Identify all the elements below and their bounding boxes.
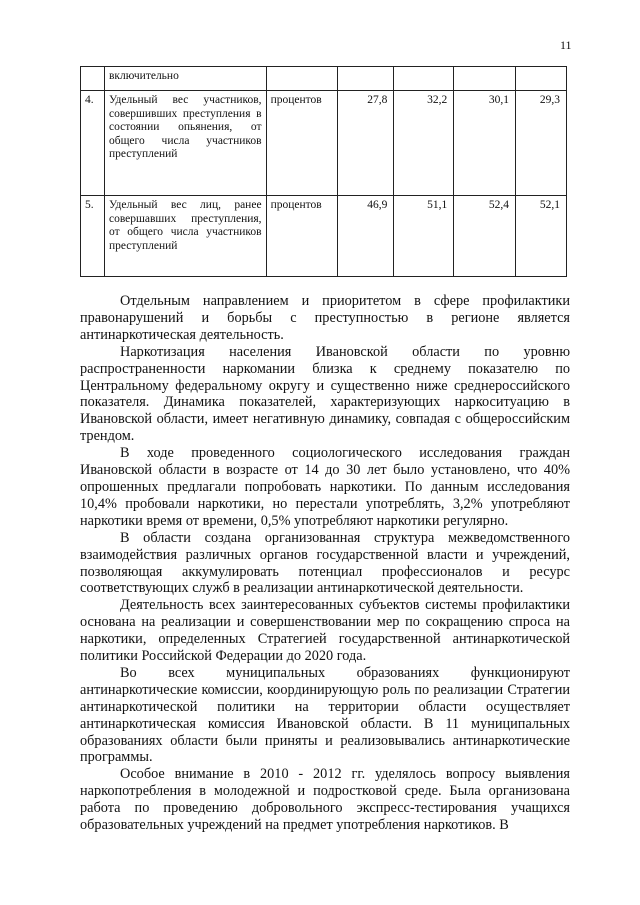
paragraph: В ходе проведенного социологического исследования граждан Ивановской области в возрасте от 14 до 30 лет было установлено, что 40% опрошенных предлагали попробовать наркотики. По данным исследования 10,4% пробовали наркотики, но перестали употреблять, 3,2% употребляют наркотики время от времени, 0,5% употребляют наркотики регулярно. [80,445,570,529]
table-row [81,196,567,277]
value-cell [516,67,567,91]
value-cell [394,67,454,91]
value-cell: 32,2 [394,91,454,196]
table-row [81,67,567,91]
indicator-description-cell: Удельный вес участников, совершивших преступления в состоянии опьянения, от общего числа участников преступлений [104,91,266,196]
value-cell: 27,8 [337,91,394,196]
indicator-description-cell: Удельный вес лиц, ранее совершавших преступления, от общего числа участников преступлений [104,196,266,277]
value-cell: 30,1 [454,91,516,196]
paragraph: Во всех муниципальных образованиях функционируют антинаркотические комиссии, координирующую роль по реализации Стратегии антинаркотической политики на территории области осуществляет антинаркотическая комиссия Ивановской области. В 11 муниципальных образованиях области были приняты и реализовывались антинаркотические программы. [80,664,570,766]
value-cell: 52,4 [454,196,516,277]
table-row [81,91,567,196]
paragraph: Деятельность всех заинтересованных субъектов системы профилактики основана на реализации и совершенствовании мер по сокращению спроса на наркотики, определенных Стратегией государственной антинаркотической политики Российской Федерации до 2020 года. [80,597,570,665]
unit-cell [266,67,337,91]
paragraph: В области создана организованная структура межведомственного взаимодействия различных органов государственной власти и учреждений, позволяющая аккумулировать потенциал профессионалов и ресурс соответствующих служб в реализации антинаркотической деятельности. [80,529,570,597]
value-cell: 29,3 [516,91,567,196]
page-number: 11 [560,38,572,52]
row-number-cell: 4. [81,91,105,196]
unit-cell: процентов [266,91,337,196]
indicator-description-cell: включительно [104,67,266,91]
paragraph: Отдельным направлением и приоритетом в сфере профилактики правонарушений и борьбы с преступностью в регионе является антинаркотическая деятельность. [80,293,570,343]
value-cell: 52,1 [516,196,567,277]
value-cell: 46,9 [337,196,394,277]
row-number-cell [81,67,105,91]
value-cell [337,67,394,91]
unit-cell: процентов [266,196,337,277]
indicators-table [80,66,567,277]
document-body [80,293,570,834]
value-cell: 51,1 [394,196,454,277]
paragraph: Особое внимание в 2010 - 2012 гг. уделялось вопросу выявления наркопотребления в молодежной и подростковой среде. Была организована работа по проведению добровольного экспресс-тестирования учащихся образовательных учреждений на предмет употребления наркотиков. В [80,766,570,834]
paragraph: Наркотизация населения Ивановской области по уровню распространенности наркомании близка к среднему показателю по Центральному федеральному округу и существенно ниже среднероссийского показателя. Динамика показателей, характеризующих наркоситуацию в Ивановской области, имеет негативную динамику, совпадая с общероссийским трендом. [80,343,570,445]
value-cell [454,67,516,91]
row-number-cell: 5. [81,196,105,277]
